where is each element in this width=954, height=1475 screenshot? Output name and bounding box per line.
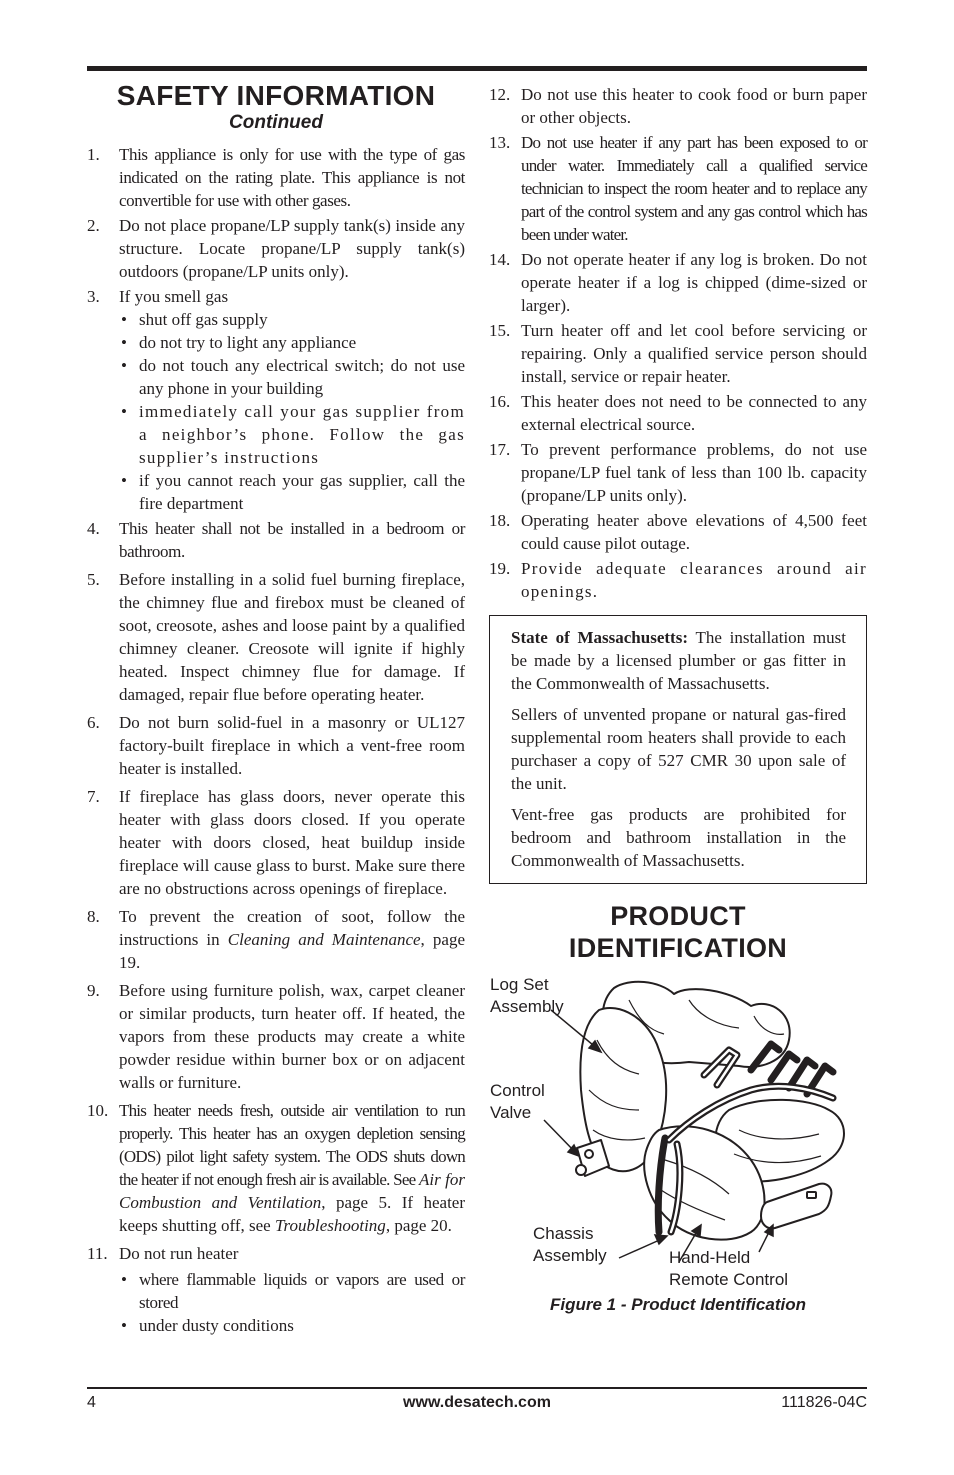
list-item: 17. To prevent performance problems, do not use propane/LP fuel tank of less than 100 lb. capacity (propane/LP units only). (489, 440, 867, 505)
remote-button (807, 1192, 816, 1198)
list-item: 11. Do not run heater • where flammable liquids or vapors are used or stored • under dusty conditions (87, 1242, 465, 1337)
list-item: 18. Operating heater above elevations of 4,500 feet could cause pilot outage. (489, 511, 867, 553)
product-figure (489, 970, 867, 1320)
top-rule (87, 66, 867, 71)
left-column (87, 80, 465, 1339)
list-item: 4. This heater shall not be installed in a bedroom or bathroom. (87, 519, 465, 561)
list-item: 5. Before installing in a solid fuel burning fireplace, the chimney flue and firebox must be cleaned of soot, creosote, ashes and loose paint by a qualified chimney cleaner. Creosote will ignite if highly heated. Inspect chimney flue for damage. If damaged, repair flue before operating heater. (87, 570, 465, 704)
right-column (489, 83, 867, 1320)
bottom-rule (87, 1387, 867, 1389)
list-item: 9. Before using furniture polish, wax, carpet cleaner or similar products, turn heater off. If heated, the vapors from these products may create a white powder residue within burner box or on adjacent walls or furniture. (87, 981, 465, 1092)
notice-heading: State of Massachusetts: (511, 628, 688, 647)
list-item: 15. Turn heater off and let cool before servicing or repairing. Only a qualified service person should install, service or repair heater. (489, 321, 867, 386)
label-log-set: Log Set Assembly (490, 975, 564, 1016)
section-title: SAFETY INFORMATION (116, 80, 436, 111)
massachusetts-notice: State of Massachusetts: The installation must be made by a licensed plumber or gas fitter in the Commonwealth of Massachusetts. Sellers of unvented propane or natural gas-fired supplemental room heaters shall provide to each purchaser a copy of 527 CMR 30 upon sale of the unit. Vent-free gas products are prohibited for bedroom and bathroom installation in the Commonwealth of Massachusetts. (489, 615, 867, 884)
bullet-item: • where flammable liquids or vapors are used or stored (119, 1268, 465, 1314)
list-item: 16. This heater does not need to be connected to any external electrical source. (489, 392, 867, 434)
label-control-valve: Control Valve (490, 1081, 545, 1122)
bullet-item: • shut off gas supply (119, 308, 465, 331)
document-code: 111826-04C (781, 1394, 867, 1411)
list-item: 8. To prevent the creation of soot, follow the instructions in Cleaning and Maintenance, page 19. (87, 907, 465, 972)
list-item: 14. Do not operate heater if any log is broken. Do not operate heater if a log is chipped (dime-sized or larger). (489, 250, 867, 315)
list-item: 1. This appliance is only for use with the type of gas indicated on the rating plate. This appliance is not convertible for use with other gases. (87, 145, 465, 210)
website-link[interactable]: www.desatech.com (403, 1394, 551, 1411)
list-item: 3. If you smell gas • shut off gas supply • do not try to light any appliance • do not touch any electrical switch; do not use any phone in your building • immediately call your gas supplier from a neighbor’s phone. Follow the gas supplier’s instructions • if you cannot reach your gas supplier, call the fire department (87, 285, 465, 515)
document-reference: Cleaning and Maintenance (227, 930, 421, 949)
bullet-item: • if you cannot reach your gas supplier, call the fire department (119, 469, 465, 515)
product-identification-title: PRODUCT IDENTIFICATION (568, 901, 788, 963)
list-item: 12. Do not use this heater to cook food or burn paper or other objects. (489, 85, 867, 127)
remote-control-shape (761, 1184, 831, 1229)
figure-caption: Figure 1 - Product Identification (550, 1295, 806, 1314)
list-item: 10. This heater needs fresh, outside air ventilation to run properly. This heater has an oxygen depletion sensing (ODS) pilot light safety system. The ODS shuts down the heater if not enough fresh air is available. See Air for Combustion and Ventilation, page 5. If heater keeps shutting off, see Troubleshooting, page 20. (87, 1101, 465, 1235)
document-reference: Troubleshooting (274, 1216, 386, 1235)
bullet-item: • immediately call your gas supplier from a neighbor’s phone. Follow the gas supplier’s instructions (119, 400, 465, 469)
list-item: 13. Do not use heater if any part has been exposed to or under water. Immediately call a qualified service technician to inspect the room heater and to replace any part of the control system and any gas control which has been under water. (489, 133, 867, 244)
list-item: 6. Do not burn solid-fuel in a masonry or UL127 factory-built fireplace in which a vent-free room heater is installed. (87, 713, 465, 778)
label-chassis-assembly: Chassis Assembly (533, 1224, 607, 1265)
list-item: 7. If fireplace has glass doors, never operate this heater with glass doors closed. If you operate heater with doors closed, heat buildup inside fireplace will cause glass to burst. Make sure there are no obstructions across openings of fireplace. (87, 787, 465, 898)
bullet-item: • do not touch any electrical switch; do not use any phone in your building (119, 354, 465, 400)
page-number: 4 (87, 1394, 96, 1411)
document-reference: Air for Combustion and Ventilation (119, 1170, 465, 1212)
list-item: 2. Do not place propane/LP supply tank(s) inside any structure. Locate propane/LP supply tank(s) outdoors (propane/LP units only). (87, 216, 465, 281)
list-item: 19. Provide adequate clearances around air openings. (489, 559, 867, 601)
bullet-item: • do not try to light any appliance (119, 331, 465, 354)
label-remote-control: Hand-Held Remote Control (669, 1248, 789, 1289)
bullet-item: • under dusty conditions (119, 1314, 465, 1337)
section-subtitle: Continued (229, 112, 323, 133)
